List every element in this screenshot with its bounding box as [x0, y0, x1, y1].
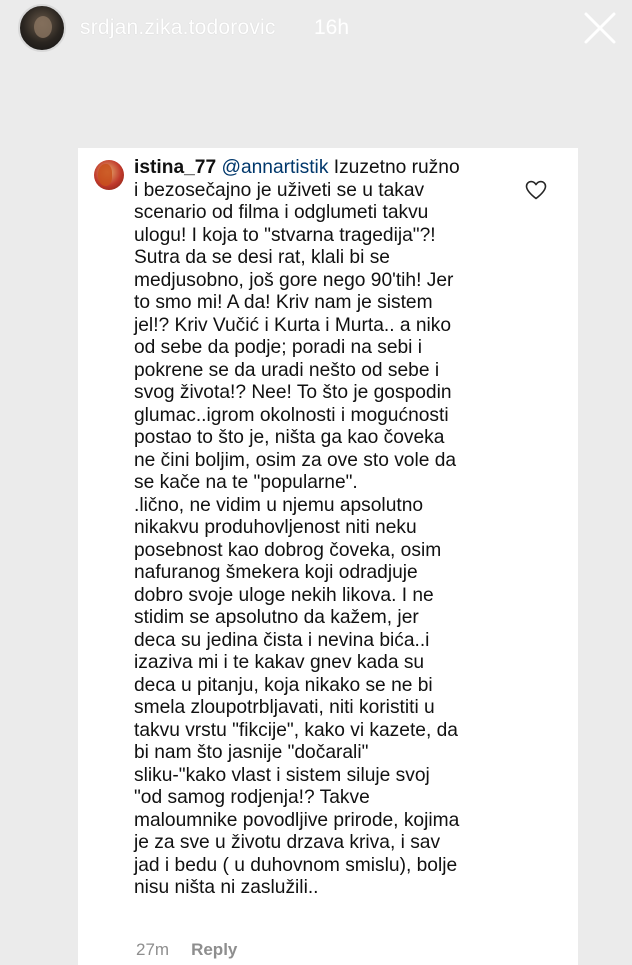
- heart-icon[interactable]: [524, 178, 548, 202]
- comment-card: [78, 148, 578, 965]
- comment-text: Izuzetno ružno i bezosečajno je uživeti se u takav scenario od filma i odglumeti takvu ulogu! I koja to "stvarna tragedija"?! Sutra da se desi rat, klali bi se medjusobno, još gore nego 90'tih! Jer to smo mi! A da! Kriv nam je sistem jel!? Kriv Vučić i Kurta i Murta.. a niko od sebe da podje; poradi na sebi i pokrene se da uradi nešto od sebe i svog života!? Nee! To što je gospodin glumac..igrom okolnosti i mogućnosti postao to što je, ništa ga kao čoveka ne čini boljim, osim za ove sto vole da se kače na te "popularne". .lično, ne vidim u njemu apsolutno nikakvu produhovljenost niti neku posebnost kao dobrog čoveka, osim nafuranog šmekera koji odradjuje dobro svoje uloge nekih likova. I ne stidim se apsolutno da kažem, jer deca su jedina čista i nevina bića..i izaziva mi i te kakav gnev kada su deca u pitanju, koja nikako se ne bi smela zloupotrbljavati, niti koristiti u takvu vrstu "fikcije", kako vi kazete, da bi nam što jasnije "dočarali" sliku-"kako vlast i sistem siluje svoj "od samog rodjenja!? Takve maloumnike povodljive prirode, kojima je za sve u životu drzava kriva, i sav jad i bedu ( u duhovnom smislu), bolje nisu ništa ni zaslužili..: [134, 157, 460, 898]
- reply-button[interactable]: Reply: [191, 940, 238, 959]
- comment-meta: [136, 940, 237, 960]
- comment-body: [134, 157, 522, 900]
- story-header: [0, 0, 632, 60]
- close-icon[interactable]: [580, 8, 620, 48]
- comment-age: 27m: [136, 940, 170, 959]
- story-avatar[interactable]: [18, 4, 66, 52]
- story-username[interactable]: srdjan.zika.todorovic: [80, 16, 276, 39]
- comment-avatar[interactable]: [94, 160, 124, 190]
- comment-username[interactable]: istina_77: [134, 157, 217, 178]
- story-time: 16h: [314, 16, 350, 39]
- comment-mention[interactable]: @annartistik: [221, 157, 329, 178]
